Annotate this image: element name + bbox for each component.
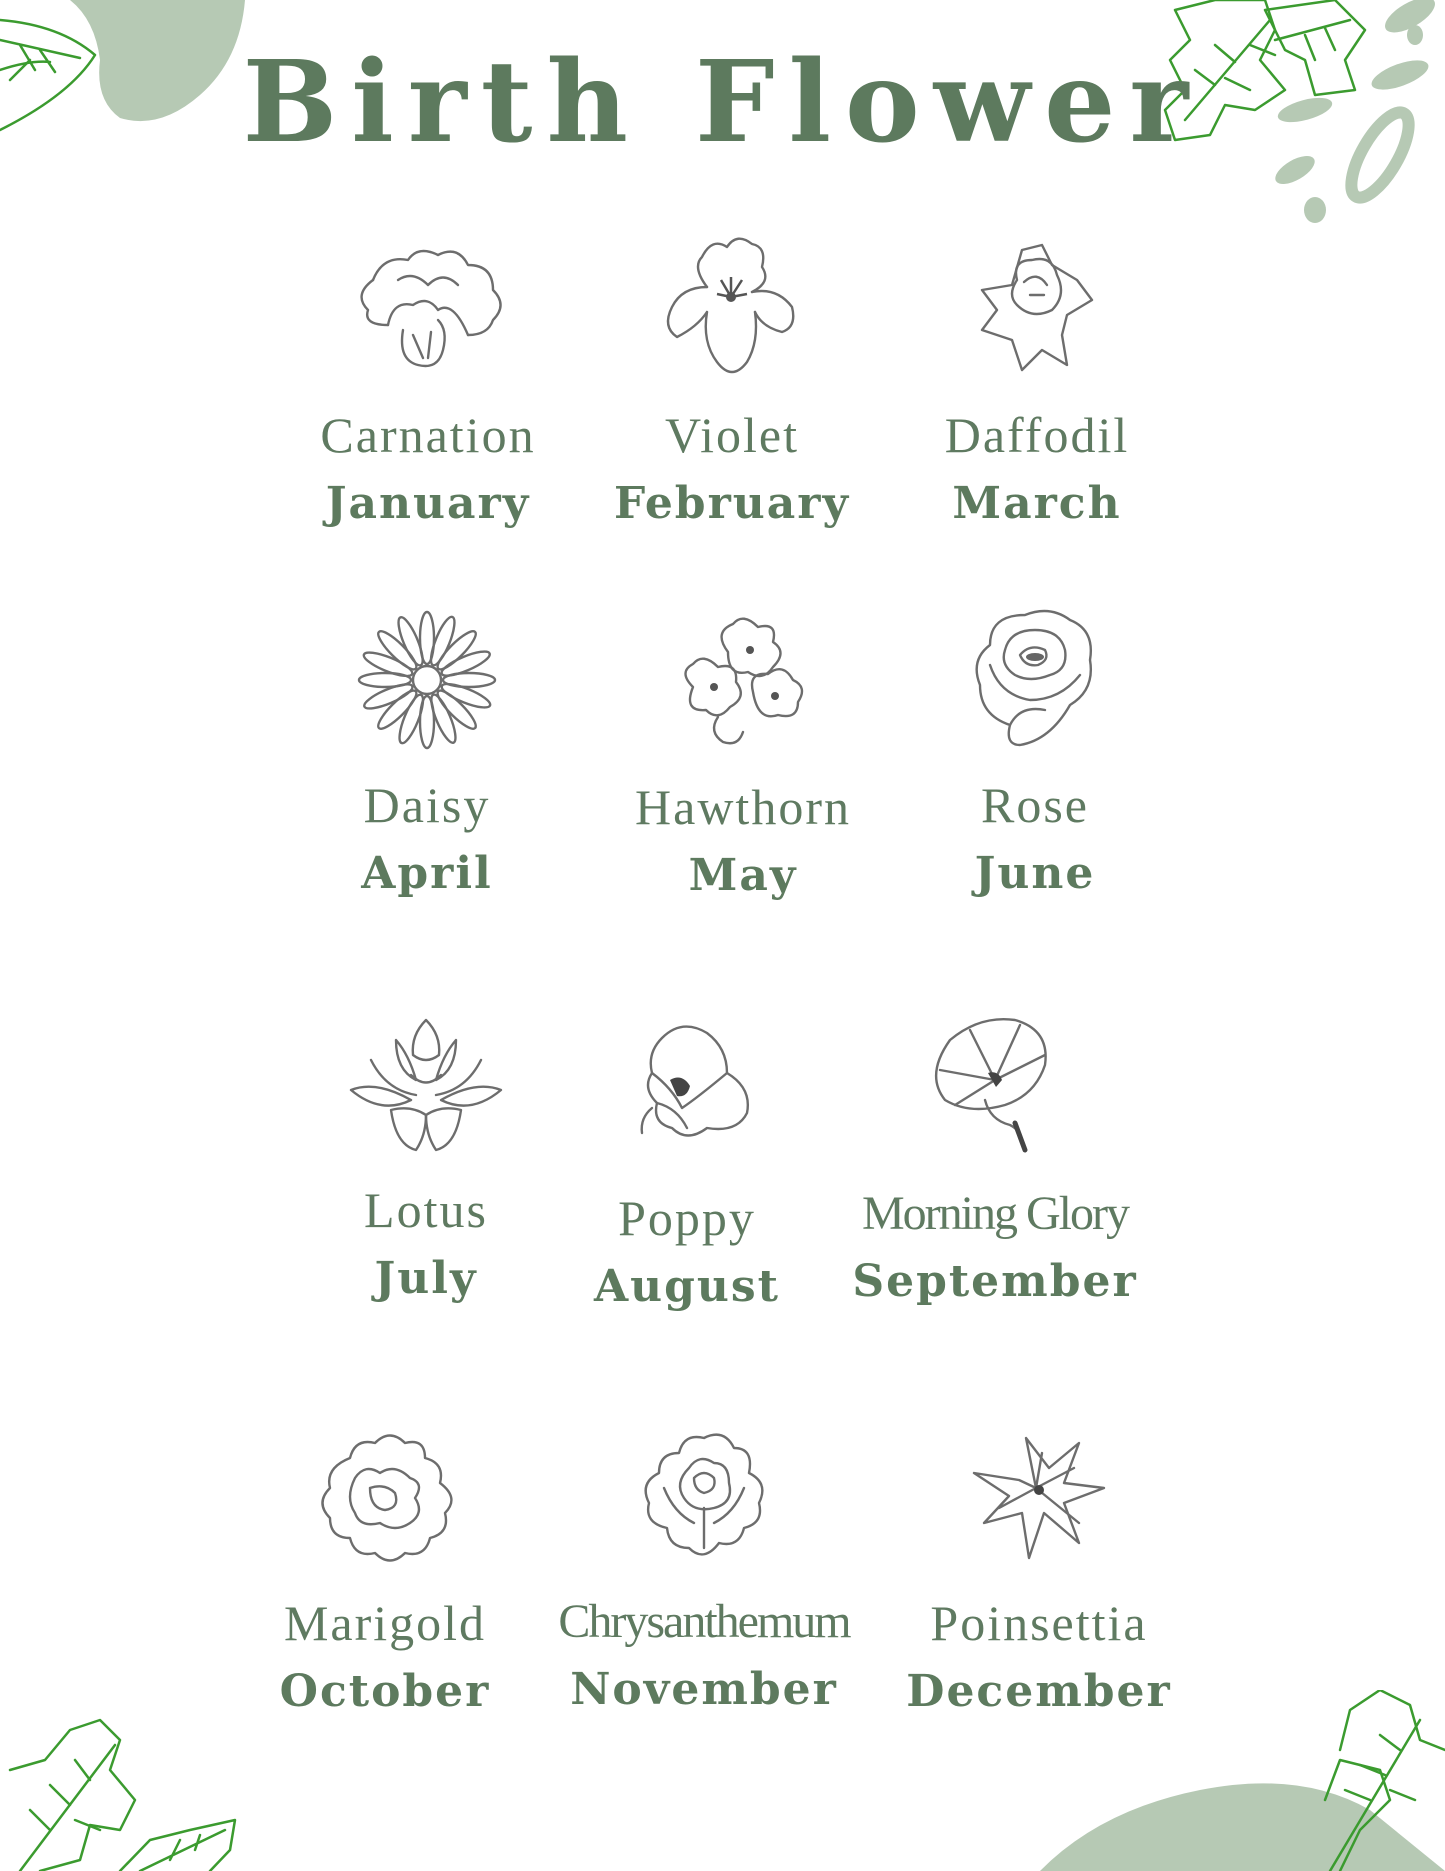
violet-icon (647, 232, 817, 380)
flower-name: Rose (981, 777, 1089, 833)
flower-month: August (594, 1261, 780, 1312)
flower-name: Daisy (363, 777, 491, 833)
flower-card-january (263, 240, 593, 529)
chrysanthemum-icon (619, 1428, 789, 1568)
flower-card-february (567, 232, 897, 529)
flower-month: January (325, 478, 531, 529)
carnation-icon (343, 240, 513, 380)
flower-card-september (830, 1015, 1160, 1307)
flower-name: Carnation (320, 407, 536, 463)
morning-glory-icon (910, 1015, 1080, 1160)
flower-card-august (522, 1018, 852, 1312)
flower-name: Violet (665, 407, 799, 463)
flower-month: April (361, 848, 493, 899)
flower-month: October (279, 1666, 491, 1717)
page-title: Birth Flower (242, 37, 1203, 168)
flower-month: February (613, 478, 851, 529)
poppy-icon (602, 1018, 772, 1163)
flower-name: Poppy (618, 1190, 756, 1246)
flower-card-march (872, 240, 1202, 529)
flower-name: Morning Glory (862, 1187, 1128, 1240)
flower-name: Hawthorn (635, 779, 851, 835)
flower-month: July (374, 1253, 478, 1304)
flower-month: September (852, 1256, 1138, 1307)
flower-card-december (874, 1428, 1204, 1717)
flower-name: Chrysanthemum (558, 1595, 850, 1648)
flower-month: May (688, 850, 798, 901)
lotus-icon (341, 1015, 511, 1155)
rose-icon (950, 605, 1120, 750)
daisy-icon (342, 610, 512, 750)
flower-name: Daffodil (944, 407, 1130, 463)
flower-card-october (220, 1428, 550, 1717)
flower-card-november (539, 1428, 869, 1715)
marigold-icon (300, 1428, 470, 1568)
flower-name: Poinsettia (930, 1595, 1148, 1651)
poinsettia-icon (954, 1428, 1124, 1568)
flower-card-june (870, 605, 1200, 899)
flower-card-april (262, 610, 592, 899)
flower-name: Marigold (283, 1595, 487, 1651)
daffodil-icon (952, 240, 1122, 380)
flower-month: March (952, 478, 1122, 529)
flower-month: November (570, 1664, 838, 1715)
flower-card-may (578, 612, 908, 901)
hawthorn-icon (658, 612, 828, 752)
flower-name: Lotus (364, 1182, 488, 1238)
flower-month: June (974, 848, 1096, 899)
flower-month: December (906, 1666, 1172, 1717)
